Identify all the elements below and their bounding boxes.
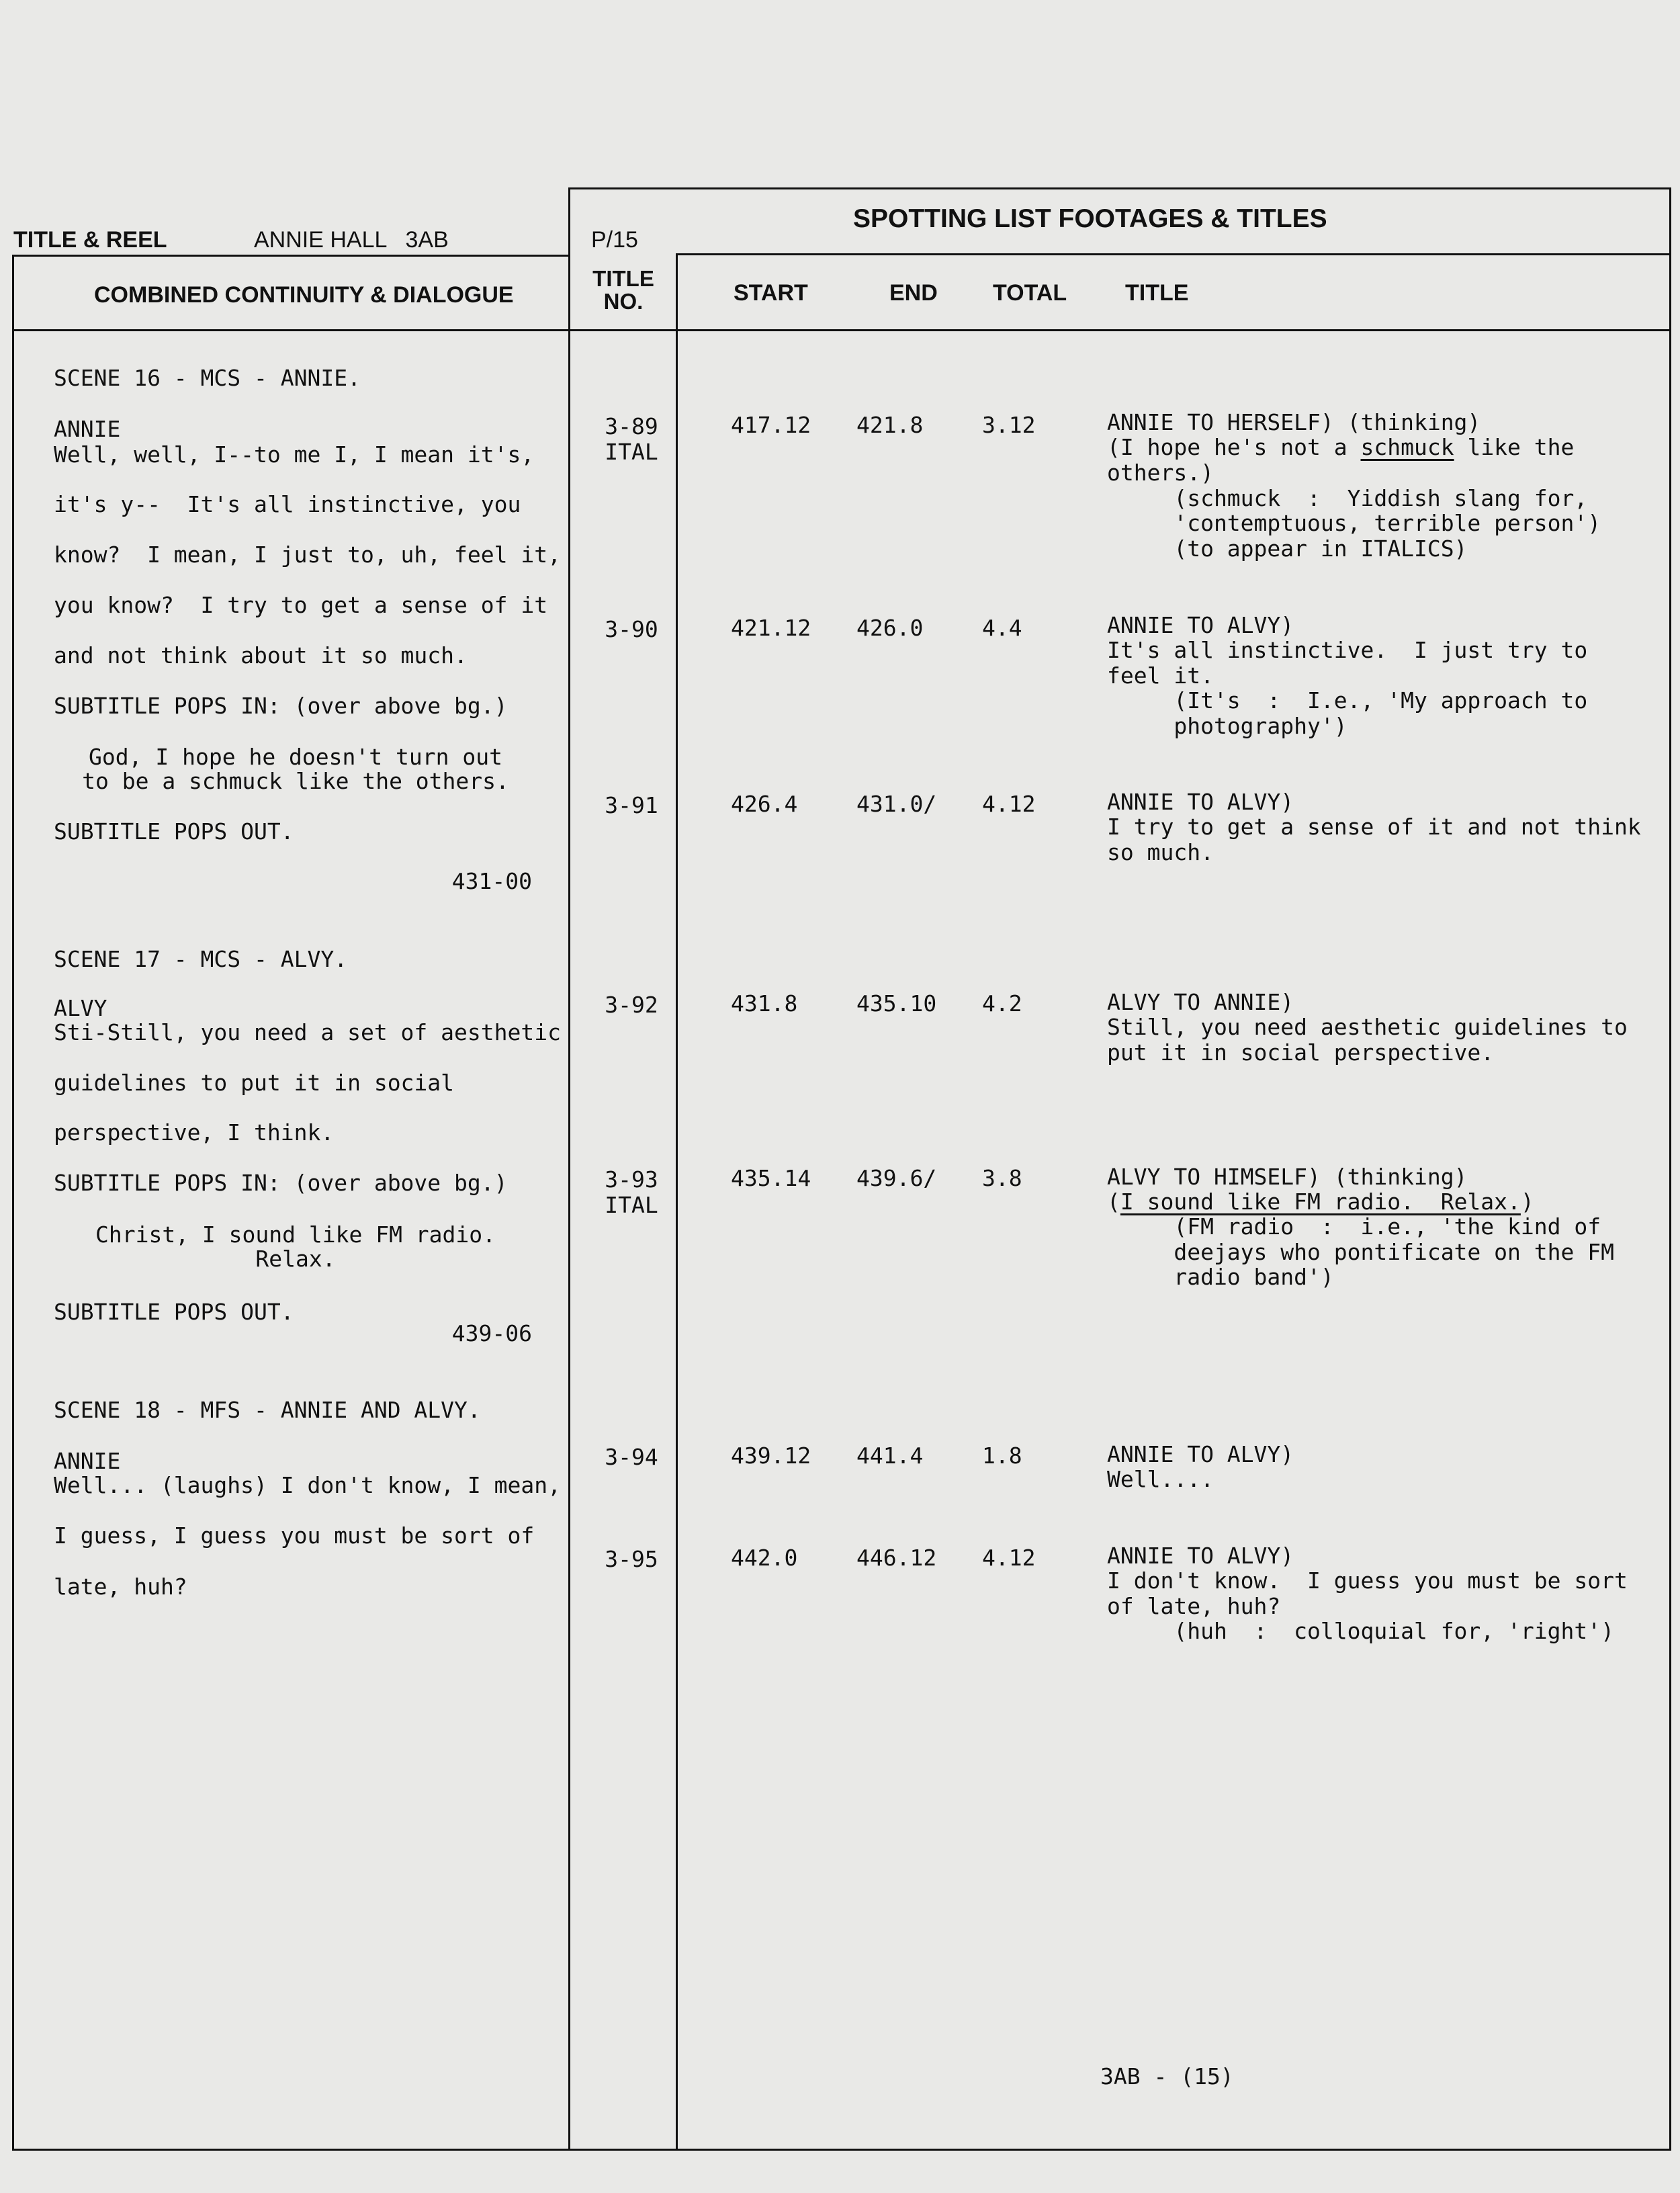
- end-footage: 435.10: [856, 990, 937, 1017]
- title-line: ANNIE TO ALVY): [1107, 1441, 1294, 1467]
- speaker-name: ANNIE: [54, 1448, 121, 1474]
- start-footage: 417.12: [731, 412, 811, 438]
- start-footage: 439.12: [731, 1443, 811, 1469]
- divider-continuity: [568, 187, 570, 2151]
- start-footage: 435.14: [731, 1165, 811, 1191]
- subtitle-text: Christ, I sound like FM radio.: [95, 1221, 496, 1248]
- dialogue-line: and not think about it so much.: [54, 642, 468, 669]
- dialogue-line: Well, well, I--to me I, I mean it's,: [54, 441, 535, 468]
- left-border: [12, 255, 14, 2151]
- header-rule-left: [12, 255, 570, 257]
- dialogue-line: late, huh?: [54, 1574, 187, 1600]
- title-line: of late, huh?: [1107, 1593, 1281, 1619]
- end-heading: END: [889, 280, 938, 306]
- title-number: 3-94: [605, 1444, 658, 1470]
- title-note: (to appear in ITALICS): [1107, 535, 1468, 562]
- footage-marker: 439-06: [451, 1320, 532, 1346]
- continuity-heading: COMBINED CONTINUITY & DIALOGUE: [94, 282, 514, 308]
- total-footage: 1.8: [982, 1443, 1022, 1469]
- title-line: ANNIE TO ALVY): [1107, 612, 1294, 638]
- title-note: photography'): [1107, 713, 1347, 739]
- title-number: 3-93: [605, 1166, 658, 1193]
- subtitle-pops-in: SUBTITLE POPS IN: (over above bg.): [54, 1170, 508, 1196]
- title-line: Still, you need aesthetic guidelines to: [1107, 1014, 1628, 1040]
- total-footage: 4.12: [982, 1545, 1036, 1571]
- title-line: (I sound like FM radio. Relax.): [1107, 1189, 1534, 1215]
- title-line: I don't know. I guess you must be sort: [1107, 1567, 1628, 1594]
- title-number: 3-89: [605, 413, 658, 439]
- start-footage: 431.8: [731, 990, 798, 1017]
- title-line: so much.: [1107, 839, 1214, 865]
- end-footage: 441.4: [856, 1443, 924, 1469]
- title-line: put it in social perspective.: [1107, 1039, 1495, 1066]
- total-footage: 3.8: [982, 1165, 1022, 1191]
- subtitle-pops-in: SUBTITLE POPS IN: (over above bg.): [54, 693, 508, 719]
- end-footage: 439.6/: [856, 1165, 937, 1191]
- page-ref: P/15: [591, 227, 638, 253]
- title-note: deejays who pontificate on the FM: [1107, 1239, 1614, 1265]
- speaker-name: ANNIE: [54, 416, 121, 442]
- scene-heading: SCENE 17 - MCS - ALVY.: [54, 946, 348, 972]
- title-number: 3-92: [605, 992, 658, 1018]
- title-no-heading-line1: TITLE: [592, 266, 654, 291]
- end-footage: 426.0: [856, 615, 924, 641]
- bottom-rule: [12, 2149, 1671, 2151]
- total-heading: TOTAL: [993, 280, 1067, 306]
- title-line: others.): [1107, 460, 1214, 486]
- title-line: ANNIE TO ALVY): [1107, 1543, 1294, 1569]
- dialogue-line: Well... (laughs) I don't know, I mean,: [54, 1472, 561, 1498]
- title-line: Well....: [1107, 1466, 1214, 1492]
- title-no-heading-line2: NO.: [603, 289, 644, 314]
- dialogue-line: perspective, I think.: [54, 1119, 335, 1146]
- italic-flag: ITAL: [605, 439, 658, 465]
- dialogue-line: Sti-Still, you need a set of aesthetic: [54, 1019, 561, 1045]
- title-note: (FM radio : i.e., 'the kind of: [1107, 1213, 1601, 1240]
- total-footage: 4.2: [982, 990, 1022, 1017]
- title-reel-value: ANNIE HALL 3AB: [254, 227, 449, 253]
- subtitle-pops-out: SUBTITLE POPS OUT.: [54, 1299, 294, 1325]
- title-note: (It's : I.e., 'My approach to: [1107, 687, 1588, 714]
- dialogue-line: guidelines to put it in social: [54, 1070, 455, 1096]
- spotting-heading: SPOTTING LIST FOOTAGES & TITLES: [853, 204, 1327, 233]
- start-heading: START: [734, 280, 808, 306]
- title-number: 3-91: [605, 792, 658, 818]
- end-footage: 431.0/: [856, 791, 937, 817]
- subtitle-text: to be a schmuck like the others.: [82, 768, 509, 794]
- total-footage: 4.4: [982, 615, 1022, 641]
- title-line: ALVY TO ANNIE): [1107, 989, 1294, 1015]
- speaker-name: ALVY: [54, 995, 107, 1021]
- title-line: It's all instinctive. I just try to: [1107, 637, 1588, 663]
- subtitle-pops-out: SUBTITLE POPS OUT.: [54, 818, 294, 845]
- scene-heading: SCENE 16 - MCS - ANNIE.: [54, 365, 361, 391]
- start-footage: 421.12: [731, 615, 811, 641]
- title-line: ALVY TO HIMSELF) (thinking): [1107, 1164, 1468, 1190]
- title-note: radio band'): [1107, 1264, 1334, 1290]
- start-footage: 442.0: [731, 1545, 798, 1571]
- title-line: I try to get a sense of it and not think: [1107, 814, 1641, 840]
- title-number: 3-90: [605, 616, 658, 642]
- subtitle-text: Relax.: [255, 1246, 336, 1272]
- subtitle-text: God, I hope he doesn't turn out: [89, 744, 502, 770]
- end-footage: 446.12: [856, 1545, 937, 1571]
- title-line: (I hope he's not a schmuck like the: [1107, 434, 1575, 460]
- title-note: 'contemptuous, terrible person'): [1107, 510, 1601, 536]
- title-note: (huh : colloquial for, 'right'): [1107, 1618, 1614, 1644]
- dialogue-line: I guess, I guess you must be sort of: [54, 1522, 535, 1549]
- scene-heading: SCENE 18 - MFS - ANNIE AND ALVY.: [54, 1397, 481, 1423]
- dialogue-line: you know? I try to get a sense of it: [54, 592, 548, 618]
- italic-flag: ITAL: [605, 1192, 658, 1218]
- title-line: ANNIE TO ALVY): [1107, 789, 1294, 815]
- total-footage: 4.12: [982, 791, 1036, 817]
- footage-marker: 431-00: [451, 868, 532, 894]
- dialogue-line: it's y-- It's all instinctive, you: [54, 491, 521, 517]
- title-heading: TITLE: [1125, 280, 1189, 306]
- end-footage: 421.8: [856, 412, 924, 438]
- header-rule-upper: [676, 253, 1670, 255]
- page-code: 3AB - (15): [1100, 2063, 1234, 2090]
- title-note: (schmuck : Yiddish slang for,: [1107, 485, 1588, 511]
- spotting-box-top-rule: [568, 187, 1670, 189]
- title-line: ANNIE TO HERSELF) (thinking): [1107, 409, 1481, 435]
- title-number: 3-95: [605, 1546, 658, 1572]
- title-reel-label: TITLE & REEL: [13, 227, 167, 253]
- total-footage: 3.12: [982, 412, 1036, 438]
- start-footage: 426.4: [731, 791, 798, 817]
- right-border: [1669, 187, 1671, 2151]
- header-rule-lower: [12, 329, 1671, 331]
- title-line: feel it.: [1107, 662, 1214, 689]
- dialogue-line: know? I mean, I just to, uh, feel it,: [54, 542, 561, 568]
